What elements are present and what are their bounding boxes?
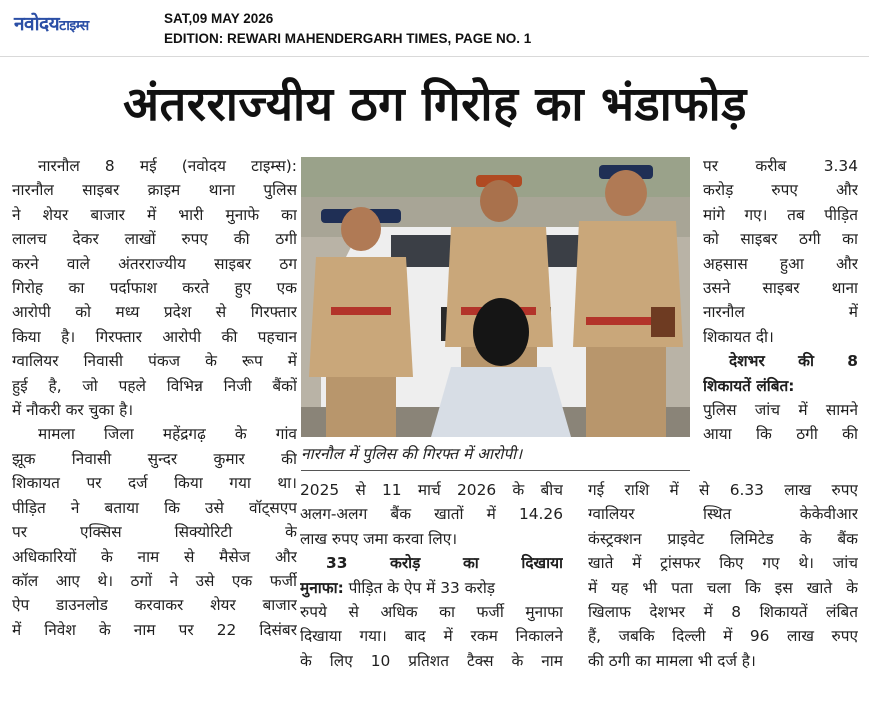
photo-caption: नारनौल में पुलिस की गिरफ्त में आरोपी।	[301, 445, 523, 463]
text-line: कंस्ट्रक्शन प्राइवेट लिमिटेड के बैंक	[588, 529, 858, 548]
text-line: आरोपी को मध्य प्रदेश से गिरफ्तार	[12, 303, 297, 322]
text-line: में निवेश के नाम पर 22 दिसंबर	[12, 620, 297, 639]
text-line: में यह भी पता चला कि इस खाते के	[588, 578, 858, 597]
edition-name: EDITION: REWARI MAHENDERGARH TIMES, PAGE NO. 1	[164, 31, 532, 46]
text-line: पर करीब 3.34	[703, 157, 858, 175]
text-line: की ठगी का मामला भी दर्ज है।	[588, 651, 756, 670]
newspaper-logo[interactable]	[14, 10, 89, 36]
subheading: शिकायतें लंबित:	[703, 376, 795, 395]
text-line: हैं, जबकि दिल्ली में 96 लाख रुपए	[588, 627, 858, 646]
text-line: ने शेयर बाजार में भारी मुनाफे का	[12, 205, 297, 224]
text-line: गिरोह का पर्दाफाश करते हुए एक	[12, 279, 297, 298]
text-line: के लिए 10 प्रतिशत टैक्स के नाम	[300, 651, 563, 670]
news-photo	[301, 157, 690, 437]
logo-sub-text: टाइम्स	[59, 18, 89, 34]
edition-header	[0, 0, 869, 57]
text-line: पीड़ित ने बताया कि उसे वॉट्सएप	[12, 498, 297, 517]
text-line: झूक निवासी सुन्दर कुमार की	[12, 449, 297, 468]
article-column-3	[588, 478, 858, 673]
text-line: को साइबर ठगी का	[703, 230, 858, 249]
text-line: मामला जिला महेंद्रगढ़ के गांव	[38, 425, 297, 444]
text-line: शिकायत पर दर्ज किया गया था।	[12, 474, 297, 493]
text-line: लाख रुपए जमा करवा लिए।	[300, 529, 458, 548]
text-line: खाते में ट्रांसफर किए गए थे। जांच	[588, 554, 858, 573]
text-line: नारनौल साइबर क्राइम थाना पुलिस	[12, 181, 297, 200]
text-line: ग्वालियर स्थित केकेवीआर	[588, 505, 858, 524]
subheading: 33 करोड़ का दिखाया	[326, 554, 563, 573]
text-line: शिकायत दी।	[703, 327, 774, 346]
text-line: ग्वालियर निवासी पंकज के रूप में	[12, 352, 297, 371]
text-line: करोड़ रुपए और	[703, 181, 858, 200]
text-line: कॉल आए थे। ठगों ने उसे एक फर्जी	[12, 571, 297, 590]
edition-meta	[164, 9, 531, 49]
article-column-4	[703, 154, 858, 447]
text-line: हुई है, जो पहले विभिन्न निजी बैंकों	[12, 376, 297, 395]
subheading: देशभर की 8	[729, 352, 858, 371]
text-line: पर एक्सिस सिक्योरिटी के	[12, 523, 297, 542]
text-line: 2025 से 11 मार्च 2026 के बीच	[300, 481, 563, 499]
article-column-1	[12, 154, 297, 642]
logo-main-text: नवोदय	[14, 13, 60, 35]
text-line: अधिकारियों के नाम से मैसेज और	[12, 547, 297, 566]
text-line: लालच देकर लाखों रुपए की ठगी	[12, 230, 297, 249]
police-arrest-photo-illustration	[301, 157, 690, 437]
text-line: ऐप डाउनलोड करवाकर शेयर बाजार	[12, 596, 297, 615]
text-line: में नौकरी कर चुका है।	[12, 401, 134, 420]
text-line: खिलाफ देशभर में 8 शिकायतें लंबित	[588, 603, 858, 622]
text-line: उसने साइबर थाना	[703, 279, 858, 298]
text-line: करने वाले अंतरराज्यीय साइबर ठग	[12, 254, 297, 273]
dateline: नारनौल 8 मई (नवोदय टाइम्स):	[38, 157, 297, 175]
text-line: अलग-अलग बैंक खातों में 14.26	[300, 505, 563, 524]
text-line: रुपये से अधिक का फर्जी मुनाफा	[300, 603, 563, 622]
text-line: नारनौल में	[703, 303, 858, 322]
text-line: अहसास हुआ और	[703, 254, 858, 273]
edition-date: SAT,09 MAY 2026	[164, 11, 274, 26]
article-column-2	[300, 478, 563, 673]
text-line: किया है। गिरफ्तार आरोपी की पहचान	[12, 327, 297, 346]
text-line: दिखाया गया। बाद में रकम निकालने	[300, 627, 563, 646]
text-line: आया कि ठगी की	[703, 425, 858, 444]
caption-rule	[301, 470, 690, 471]
text-line: पुलिस जांच में सामने	[703, 401, 858, 420]
article-headline: अंतरराज्यीय ठग गिरोह का भंडाफोड़	[123, 77, 747, 132]
text-line: गई राशि में से 6.33 लाख रुपए	[588, 481, 858, 499]
text-line: मांगे गए। तब पीड़ित	[703, 205, 858, 224]
subheading: मुनाफा:	[300, 578, 344, 597]
text-line: पीड़ित के ऐप में 33 करोड़	[348, 578, 496, 597]
